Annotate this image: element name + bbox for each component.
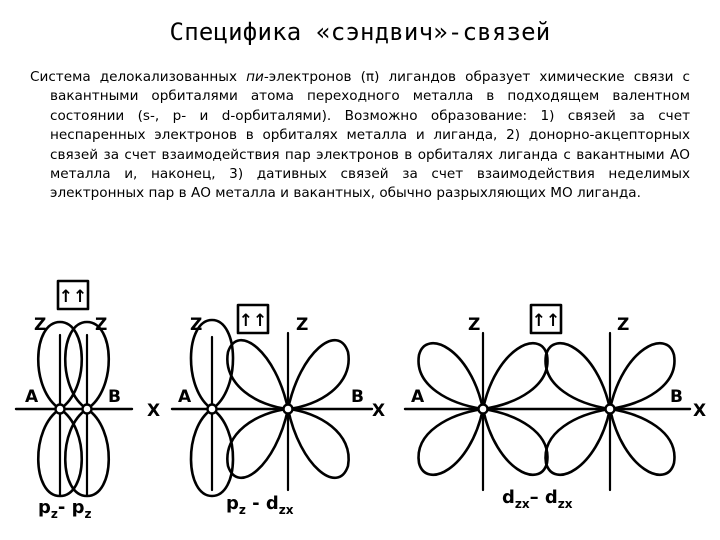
orbital-overlap-diagram xyxy=(0,270,720,540)
atom-a-dot-2 xyxy=(208,405,217,414)
x-label-1: X xyxy=(147,401,161,421)
spin-arrows-3: ↑↑ xyxy=(531,311,561,331)
dzx-b-lobe-se xyxy=(610,409,674,475)
dzx-a-lobe-nw xyxy=(419,343,483,409)
dzx-a-lobe-sw xyxy=(419,409,483,475)
z-label-a-1: Z xyxy=(34,315,47,335)
caption-pz-dzx: $p_z - d_{zx}$ xyxy=(226,493,294,517)
z-label-b-3: Z xyxy=(617,315,630,335)
dzx-lobe-ne-2 xyxy=(288,340,349,409)
atom-b-label-2: B xyxy=(351,387,364,407)
paragraph-rest: -электронов (π) лигандов образует химические связи с вакантными орбиталями атома переходного металла в подходящем валентном состоянии (s-, p- и d-орбиталями). Возможно образование: 1) связей за счет неспаренных электронов в орбиталях металла и лиганда, 2) донорно-акцепторных связей за счет взаимодействия пар электронов в орбиталях лиганда с вакантными АО металла и, наконец, 3) дативных связей за счет взаимодействия неделимых электронных пар в АО металла и вакантных, обычно разрыхляющих МО лиганда. xyxy=(50,69,690,202)
dzx-lobe-sw-2 xyxy=(227,409,288,478)
dzx-b-lobe-nw xyxy=(546,343,610,409)
panel-dzx-dzx xyxy=(405,305,690,490)
atom-b-label-1: B xyxy=(108,387,121,407)
paragraph-lead: Система делокализованных xyxy=(30,69,247,85)
body-paragraph xyxy=(30,68,690,204)
atom-a-dot-1 xyxy=(56,405,65,414)
slide-title: Специфика «сэндвич»-связей xyxy=(169,18,551,46)
atom-a-label-3: A xyxy=(411,387,425,407)
spin-arrows-1: ↑↑ xyxy=(58,287,88,307)
z-label-b-2: Z xyxy=(296,315,309,335)
atom-b-dot-1 xyxy=(83,405,92,414)
atom-b-dot-2 xyxy=(284,405,293,414)
caption-dzx-dzx: $d_{zx}-$ $d_{zx}$ xyxy=(502,487,573,511)
x-label-2: X xyxy=(372,401,386,421)
caption-pz-pz: $p_z-$ $p_z$ xyxy=(38,497,92,521)
atom-a-label-2: A xyxy=(178,387,192,407)
dzx-b-lobe-sw xyxy=(546,409,610,475)
dzx-b-lobe-ne xyxy=(610,343,674,409)
atom-b-dot-3 xyxy=(606,405,615,414)
z-label-a-3: Z xyxy=(468,315,481,335)
atom-b-label-3: B xyxy=(670,387,683,407)
dzx-lobe-se-2 xyxy=(288,409,349,478)
z-label-b-1: Z xyxy=(95,315,108,335)
paragraph-pi-word: пи xyxy=(246,69,264,85)
atom-a-label-1: A xyxy=(25,387,39,407)
dzx-a-lobe-ne xyxy=(483,343,547,409)
dzx-a-lobe-se xyxy=(483,409,547,475)
spin-arrows-2: ↑↑ xyxy=(238,311,268,331)
z-label-a-2: Z xyxy=(190,315,203,335)
x-label-3: X xyxy=(693,401,707,421)
dzx-lobe-nw-2 xyxy=(227,340,288,409)
atom-a-dot-3 xyxy=(479,405,488,414)
